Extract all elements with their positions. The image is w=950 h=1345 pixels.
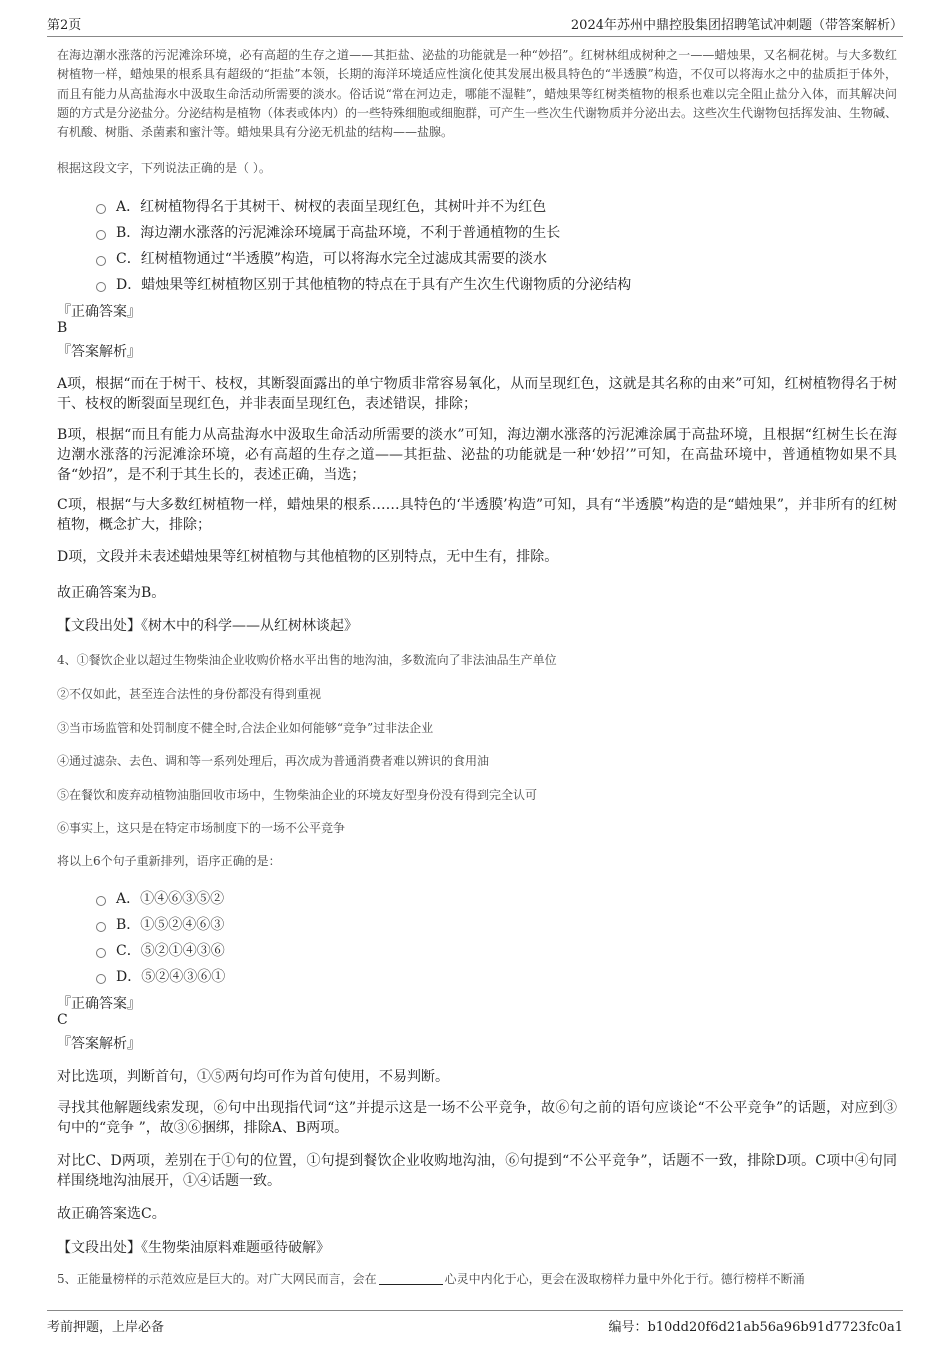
- q4-option-b[interactable]: B．①⑤②④⑥③: [96, 914, 224, 934]
- q4-option-c[interactable]: C．⑤②①④③⑥: [96, 940, 225, 960]
- radio-icon[interactable]: [96, 948, 106, 958]
- document-id: 编号：b10dd20f6d21ab56a96b91d7723fc0a1: [608, 1320, 903, 1335]
- q3-passage: 在海边潮水涨落的污泥滩涂环境，必有高超的生存之道——其拒盐、泌盐的功能就是一种“妙招”。红树林组成树种之一——蜡烛果，又名桐花树。与大多数红树植物一样，蜡烛果的根系具有超级的“拒盐”本领，长期的海洋环境适应性演化使其发展出极具特色的“半透膜”构造，不仅可以将海水之中的盐质拒于体外，而且有能力从高盐海水中汲取生命活动所需要的淡水。俗话说“常在河边走，哪能不湿鞋”，蜡烛果等红树类植物的根系也难以完全阻止盐分入体，而其解决问题的方式是分泌盐分。分泌结构是植物（体表或体内）的一些特殊细胞或细胞群，可产生一些次生代谢物质并分泌出去。这些次生代谢物包括挥发油、生物碱、有机酸、树脂、杀菌素和蜜汁等。蜡烛果具有分泌无机盐的结构——盐腺。: [57, 48, 898, 140]
- q3-conclusion: 故正确答案为B。: [57, 585, 166, 601]
- q4-analysis-2: 寻找其他解题线索发现，⑥句中出现指代词“这”并提示这是一场不公平竞争，故⑥句之前的语句应谈论“不公平竞争”的话题，对应到③句中的“竞争 ”，故③⑥捆绑，排除A、B两项。: [57, 1100, 897, 1136]
- q4-source: 【文段出处】《生物柴油原料难题亟待破解》: [57, 1240, 330, 1256]
- radio-icon[interactable]: [96, 282, 106, 292]
- q3-option-c[interactable]: C．红树植物通过“半透膜”构造，可以将海水完全过滤成其需要的淡水: [96, 248, 547, 268]
- q4-analysis-1: 对比选项，判断首句，①⑤两句均可作为首句使用，不易判断。: [57, 1069, 449, 1085]
- q4-conclusion: 故正确答案选C。: [57, 1206, 166, 1222]
- document-title: 2024年苏州中鼎控股集团招聘笔试冲刺题（带答案解析）: [570, 18, 903, 33]
- radio-icon[interactable]: [96, 230, 106, 240]
- q4-answer: C: [57, 1012, 68, 1028]
- radio-icon[interactable]: [96, 922, 106, 932]
- q3-answer: B: [57, 320, 68, 336]
- q4-sentence-2: ②不仅如此，甚至连合法性的身份都没有得到重视: [57, 687, 322, 701]
- radio-icon[interactable]: [96, 896, 106, 906]
- radio-icon[interactable]: [96, 256, 106, 266]
- page-number: 第2页: [47, 18, 82, 33]
- q3-question: 根据这段文字，下列说法正确的是（ ）。: [57, 161, 271, 175]
- q4-sentence-5: ⑤在餐饮和废弃动植物油脂回收市场中，生物柴油企业的环境友好型身份没有得到完全认可: [57, 788, 538, 802]
- q4-sentence-3: ③当市场监管和处罚制度不健全时,合法企业如何能够“竞争”过非法企业: [57, 721, 434, 735]
- q3-analysis-a: A项，根据“而在于树干、枝杈，其断裂面露出的单宁物质非常容易氧化，从而呈现红色，这就是其名称的由来”可知，红树植物得名于树干、枝杈的断裂面呈现红色，并非表面呈现红色，表述错误，排除；: [57, 376, 897, 412]
- q4-sentence-1: 4、①餐饮企业以超过生物柴油企业收购价格水平出售的地沟油，多数流向了非法油品生产单位: [57, 653, 557, 667]
- q4-question: 将以上6个句子重新排列，语序正确的是：: [57, 854, 281, 868]
- q4-analysis-label: 『答案解析』: [57, 1036, 141, 1052]
- q3-analysis-label: 『答案解析』: [57, 344, 141, 360]
- q5-text: 5、正能量榜样的示范效应是巨大的。对广大网民而言，会在 心灵中内化于心，更会在汲取榜样力量中外化于行。德行榜样不断涌: [57, 1272, 805, 1286]
- q3-option-d[interactable]: D．蜡烛果等红树植物区别于其他植物的特点在于具有产生次生代谢物质的分泌结构: [96, 274, 631, 294]
- q3-analysis-c: C项，根据“与大多数红树植物一样，蜡烛果的根系……具特色的‘半透膜’构造”可知，具有“半透膜”构造的是“蜡烛果”，并非所有的红树植物，概念扩大，排除；: [57, 497, 897, 533]
- q3-analysis-d: D项，文段并未表述蜡烛果等红树植物与其他植物的区别特点，无中生有，排除。: [57, 549, 559, 565]
- page-footer: [47, 1310, 903, 1337]
- q3-source: 【文段出处】《树木中的科学——从红树林谈起》: [57, 618, 358, 634]
- fill-blank: [379, 1272, 443, 1285]
- page-header: [47, 12, 903, 37]
- q4-answer-label: 『正确答案』: [57, 996, 141, 1012]
- q4-sentence-4: ④通过滤杂、去色、调和等一系列处理后，再次成为普通消费者难以辨识的食用油: [57, 754, 490, 768]
- radio-icon[interactable]: [96, 974, 106, 984]
- q4-sentence-6: ⑥事实上，这只是在特定市场制度下的一场不公平竞争: [57, 821, 346, 835]
- q3-option-a[interactable]: A．红树植物得名于其树干、树杈的表面呈现红色，其树叶并不为红色: [96, 196, 546, 216]
- q3-answer-label: 『正确答案』: [57, 304, 141, 320]
- footer-slogan: 考前押题，上岸必备: [47, 1320, 165, 1335]
- q4-option-d[interactable]: D．⑤②④③⑥①: [96, 966, 225, 986]
- q4-analysis-3: 对比C、D两项，差别在于①句的位置，①句提到餐饮企业收购地沟油，⑥句提到“不公平竞争”，话题不一致，排除D项。C项中④句同样围绕地沟油展开，①④话题一致。: [57, 1153, 897, 1189]
- q4-option-a[interactable]: A．①④⑥③⑤②: [96, 888, 224, 908]
- radio-icon[interactable]: [96, 204, 106, 214]
- q3-analysis-b: B项，根据“而且有能力从高盐海水中汲取生命活动所需要的淡水”可知，海边潮水涨落的污泥滩涂属于高盐环境，且根据“红树生长在海边潮水涨落的污泥滩涂环境，必有高超的生存之道——其拒盐、泌盐的功能就是一种‘妙招’”可知，在高盐环境中，普通植物如果不具备“妙招”，是不利于其生长的，表述正确，当选；: [57, 427, 897, 483]
- q3-option-b[interactable]: B．海边潮水涨落的污泥滩涂环境属于高盐环境，不利于普通植物的生长: [96, 222, 560, 242]
